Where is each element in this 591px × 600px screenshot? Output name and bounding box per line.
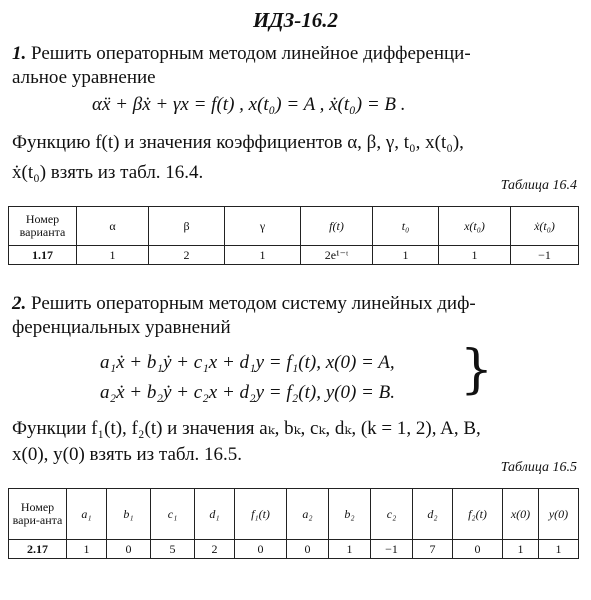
table165-cell: 5: [151, 540, 195, 559]
table165-header-cell: Номер вари-анта: [9, 489, 67, 540]
problem1-instr-line2: ẋ(t₀) взять из табл. 16.4.: [12, 162, 204, 183]
table-16-4: [8, 206, 579, 265]
table165-cell: 1: [329, 540, 371, 559]
table164-cell: 2e¹⁻ᵗ: [301, 246, 373, 265]
table164-cell: −1: [511, 246, 579, 265]
table165-header-cell: b₁: [107, 489, 151, 540]
problem1-number: 1.: [12, 43, 27, 64]
table164-header-cell: t₀: [373, 207, 439, 246]
table164-cell: 1: [77, 246, 149, 265]
problem1-equation: αẍ + βẋ + γx = f(t) , x(t₀) = A , ẋ(t₀) = B .: [92, 94, 406, 115]
table164-cell: 2: [149, 246, 225, 265]
table164-header-cell: ẋ(t₀): [511, 207, 579, 246]
table165-header-row: [9, 489, 579, 540]
table165-cell: 1: [539, 540, 579, 559]
table164-header-cell: γ: [225, 207, 301, 246]
table165-header-cell: f₂(t): [453, 489, 503, 540]
table164-header-cell: β: [149, 207, 225, 246]
table165-header-cell: f₁(t): [235, 489, 287, 540]
table164-header-cell: f(t): [301, 207, 373, 246]
problem2-text-line2: ференциальных уравнений: [12, 317, 231, 338]
table164-header-row: [9, 207, 579, 246]
problem2-instr-line2: x(0), y(0) взять из табл. 16.5.: [12, 444, 243, 465]
table164-header-cell: Номер варианта: [9, 207, 77, 246]
table165-cell: 1: [67, 540, 107, 559]
table165-header-cell: y(0): [539, 489, 579, 540]
table165-cell: 2: [195, 540, 235, 559]
table165-cell: 1: [503, 540, 539, 559]
table165-header-cell: d₂: [413, 489, 453, 540]
problem1-instructions: [12, 128, 580, 188]
problem2-equation-1: a₁ẋ + b₁ẏ + c₁x + d₁y = f₁(t), x(0) = A,: [100, 352, 395, 373]
table165-caption: Таблица 16.5: [500, 460, 577, 475]
table-16-5: [8, 488, 579, 559]
table165-header-cell: d₁: [195, 489, 235, 540]
problem1-text-line1: Решить операторным методом линейное дифференци-: [31, 43, 471, 64]
problem1-statement: [12, 42, 580, 90]
table165-header-cell: b₂: [329, 489, 371, 540]
problem2-statement: [12, 292, 580, 340]
table164-cell-variant: 1.17: [9, 246, 77, 265]
table164-header-cell: α: [77, 207, 149, 246]
table-row: [9, 540, 579, 559]
problem2-equation-2: a₂ẋ + b₂ẏ + c₂x + d₂y = f₂(t), y(0) = B.: [100, 382, 395, 403]
table-row: [9, 246, 579, 265]
table165-cell: 0: [107, 540, 151, 559]
problem2-number: 2.: [12, 293, 27, 314]
table165-cell: 0: [287, 540, 329, 559]
table164-cell: 1: [373, 246, 439, 265]
table165-header-cell: a₂: [287, 489, 329, 540]
table165-header-cell: x(0): [503, 489, 539, 540]
problem2-instr-line1: Функции f₁(t), f₂(t) и значения aₖ, bₖ, cₖ, dₖ, (k = 1, 2), A, B,: [12, 418, 481, 439]
page-title: ИДЗ-16.2: [252, 8, 339, 32]
table165-cell-variant: 2.17: [9, 540, 67, 559]
problem1-text-line2: альное уравнение: [12, 67, 156, 88]
table165-cell: 0: [235, 540, 287, 559]
table165-header-cell: c₁: [151, 489, 195, 540]
table165-cell: 0: [453, 540, 503, 559]
table165-cell: 7: [413, 540, 453, 559]
table164-cell: 1: [439, 246, 511, 265]
table164-cell: 1: [225, 246, 301, 265]
table164-header-cell: x(t₀): [439, 207, 511, 246]
table164-caption: Таблица 16.4: [500, 178, 577, 193]
table165-header-cell: a₁: [67, 489, 107, 540]
table165-header-cell: c₂: [371, 489, 413, 540]
problem1-instr-line1: Функцию f(t) и значения коэффициентов α, β, γ, t₀, x(t₀),: [12, 132, 464, 153]
problem2-text-line1: Решить операторным методом систему линейных диф-: [31, 293, 476, 314]
problem2-instructions: [12, 416, 580, 468]
table165-cell: −1: [371, 540, 413, 559]
system-brace: }: [460, 340, 494, 400]
